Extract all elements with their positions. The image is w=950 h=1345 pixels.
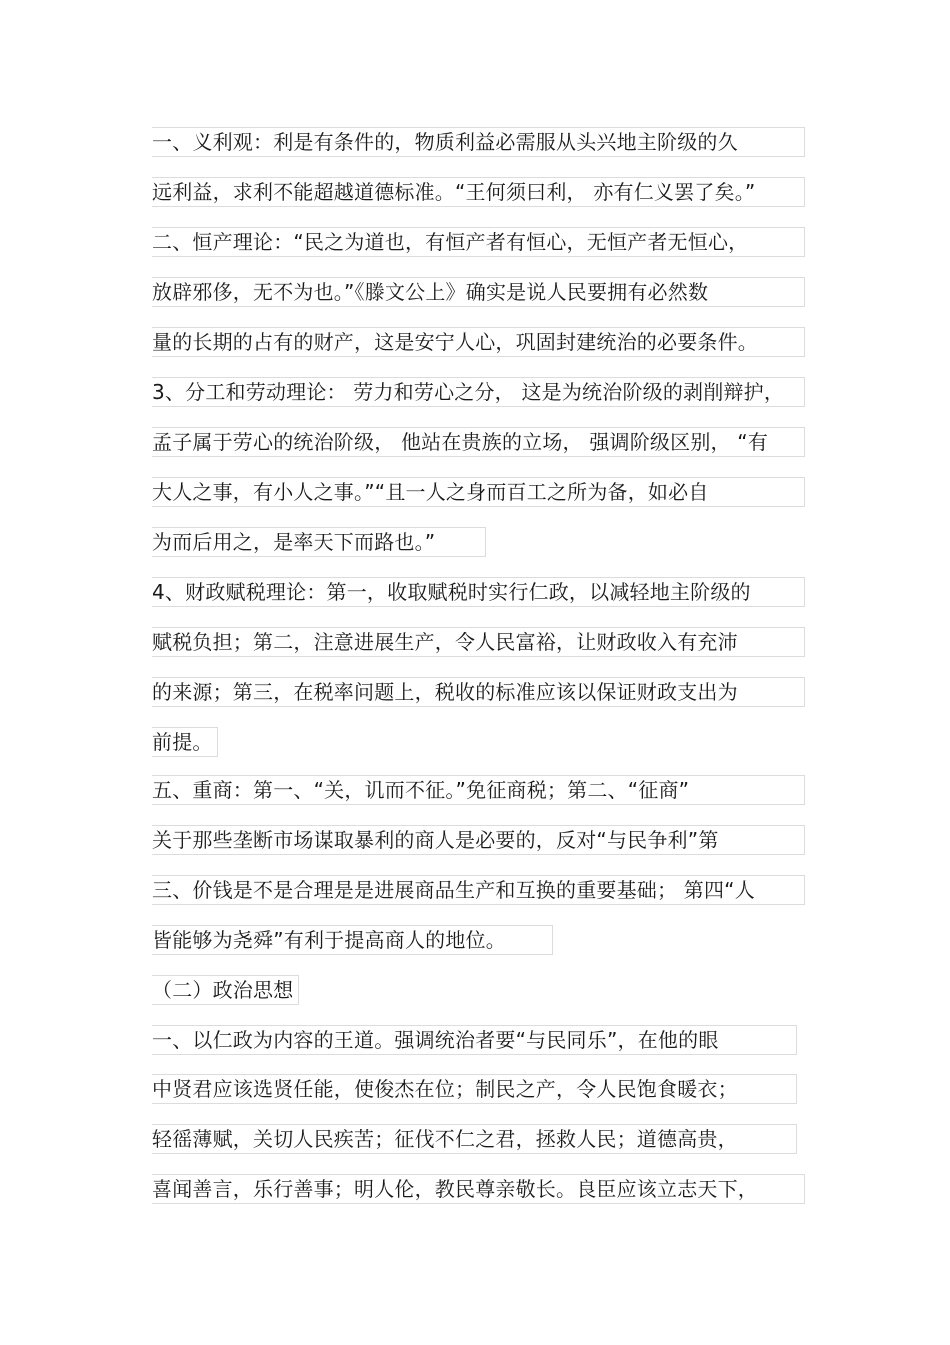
- text-line-22: [152, 1174, 805, 1204]
- text-line-2: [152, 177, 805, 207]
- line-text: 远利益，求利不能超越道德标准。“王何须曰利， 亦有仁义罢了矣。”: [152, 180, 756, 204]
- line-text: 放辟邪侈，无不为也。”《滕文公上》确实是说人民要拥有必然数: [152, 280, 709, 304]
- text-line-9: [152, 527, 486, 557]
- line-text: 大人之事，有小人之事。”“且一人之身而百工之所为备，如必自: [152, 480, 709, 504]
- text-line-21: [152, 1124, 797, 1154]
- line-text: 五、重商：第一、“关，讥而不征。”免征商税；第二、“征商”: [152, 778, 690, 802]
- text-line-17: [152, 925, 553, 955]
- line-text: 孟子属于劳心的统治阶级， 他站在贵族的立场， 强调阶级区别， “有: [152, 430, 769, 454]
- text-line-10: [152, 577, 805, 607]
- line-text: 为而后用之，是率天下而路也。”: [152, 530, 436, 554]
- text-line-19: [152, 1025, 797, 1055]
- line-text: 二、恒产理论：“民之为道也，有恒产者有恒心，无恒产者无恒心，: [152, 230, 749, 254]
- section-heading: [152, 975, 299, 1005]
- line-text: 的来源；第三，在税率问题上，税收的标准应该以保证财政支出为: [152, 680, 738, 704]
- line-text: 喜闻善言，乐行善事；明人伦，教民尊亲敬长。良臣应该立志天下，: [152, 1177, 758, 1201]
- text-line-8: [152, 477, 805, 507]
- line-text: 前提。: [152, 730, 213, 754]
- line-text: 4、财政赋税理论：第一，收取赋税时实行仁政，以减轻地主阶级的: [152, 580, 751, 604]
- text-line-3: [152, 227, 805, 257]
- line-text: 皆能够为尧舜”有利于提高商人的地位。: [152, 928, 506, 952]
- line-text: 赋税负担；第二，注意进展生产，令人民富裕，让财政收入有充沛: [152, 630, 738, 654]
- line-text: 量的长期的占有的财产，这是安宁人心，巩固封建统治的必要条件。: [152, 330, 758, 354]
- line-text: 一、以仁政为内容的王道。强调统治者要“与民同乐”，在他的眼: [152, 1028, 719, 1052]
- text-line-1: [152, 127, 805, 157]
- line-text: （二）政治思想: [152, 978, 294, 1002]
- text-line-12: [152, 677, 805, 707]
- text-line-13: [152, 727, 218, 757]
- text-line-5: [152, 327, 805, 357]
- text-line-20: [152, 1074, 797, 1104]
- text-line-4: [152, 277, 805, 307]
- line-text: 一、义利观：利是有条件的，物质利益必需服从头兴地主阶级的久: [152, 130, 738, 154]
- line-text: 关于那些垄断市场谋取暴利的商人是必要的，反对“与民争利”第: [152, 828, 719, 852]
- text-line-6: [152, 377, 805, 407]
- text-line-16: [152, 875, 805, 905]
- line-text: 3、分工和劳动理论： 劳力和劳心之分， 这是为统治阶级的剥削辩护，: [152, 380, 785, 404]
- line-text: 中贤君应该选贤任能，使俊杰在位；制民之产，令人民饱食暖衣；: [152, 1077, 738, 1101]
- line-text: 轻徭薄赋，关切人民疾苦；征伐不仁之君，拯救人民；道德高贵，: [152, 1127, 738, 1151]
- text-line-14: [152, 775, 805, 805]
- text-line-15: [152, 825, 805, 855]
- line-text: 三、价钱是不是合理是是进展商品生产和互换的重要基础； 第四“人: [152, 878, 755, 902]
- text-line-7: [152, 427, 805, 457]
- text-line-11: [152, 627, 805, 657]
